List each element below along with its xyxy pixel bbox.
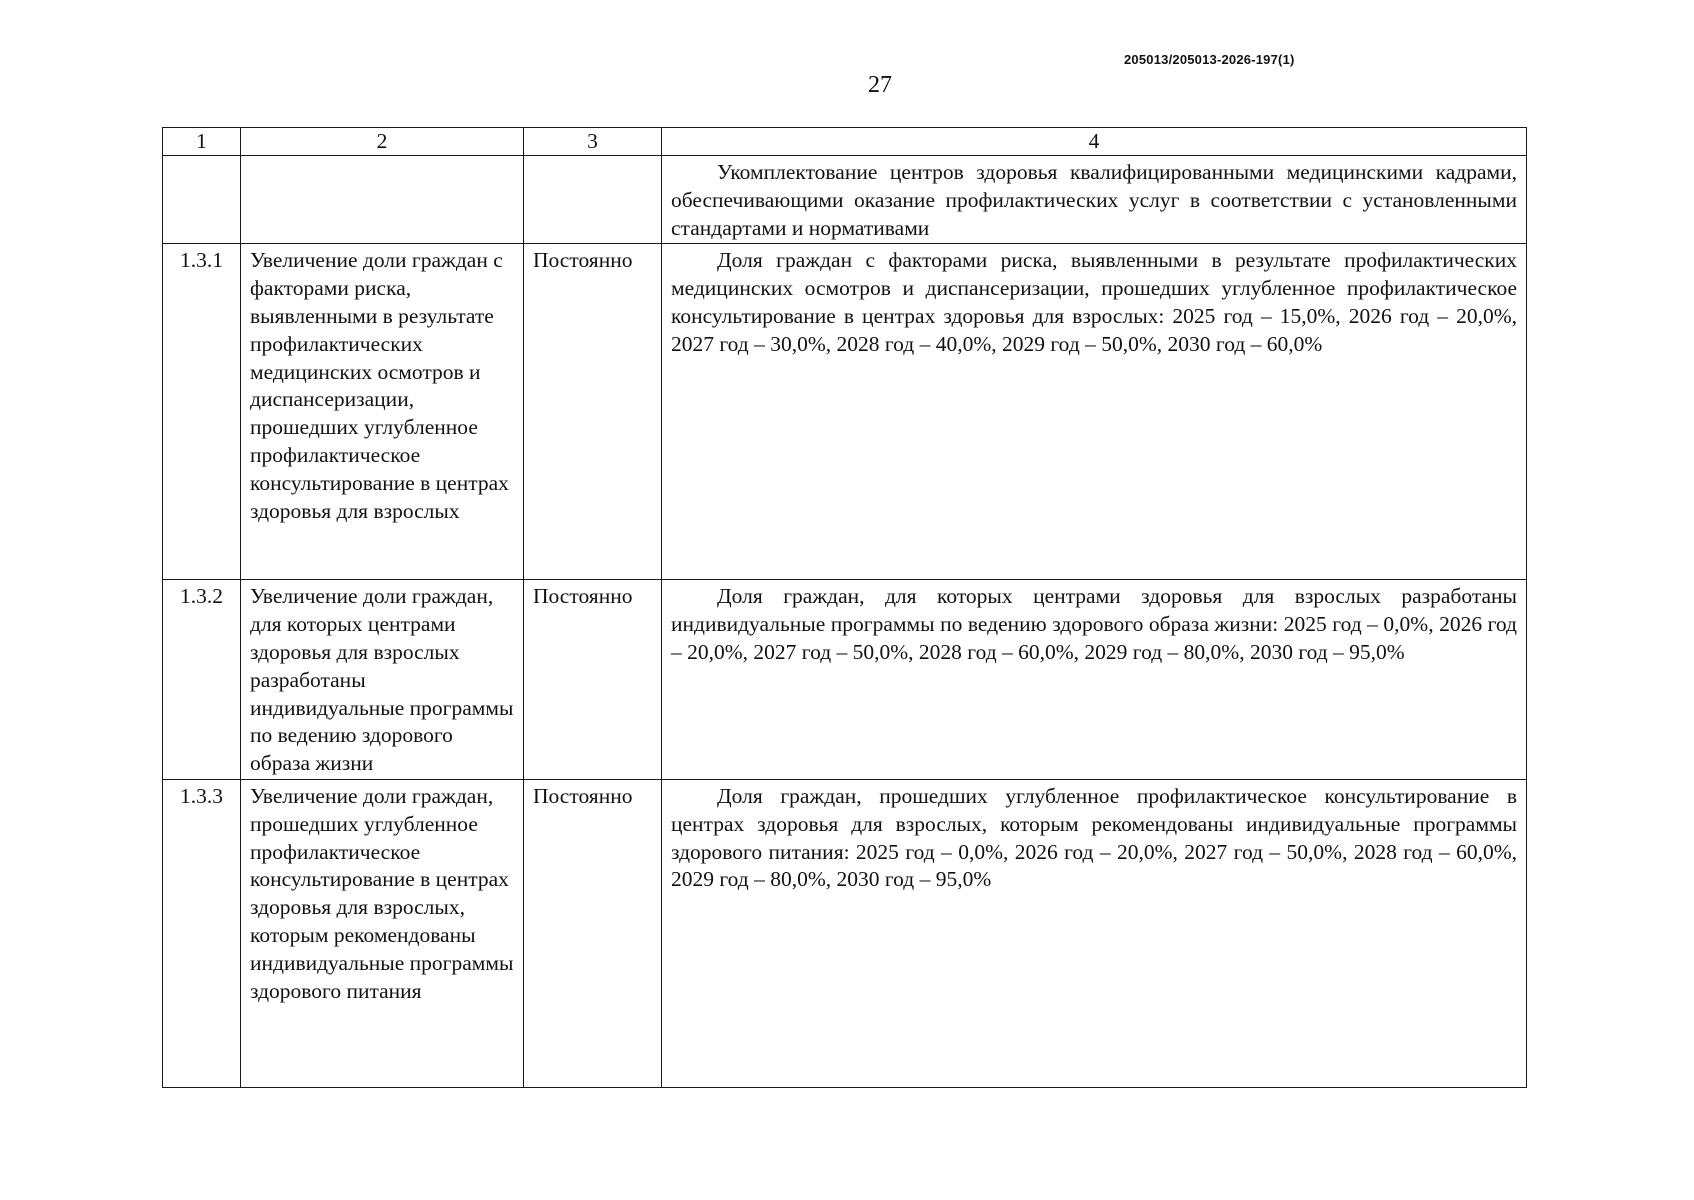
measure-indicator: Доля граждан, для которых центрами здоровья для взрослых разработаны индивидуальные программы по ведению здорового образа жизни: 2025 год – 0,0%, 2026 год – 20,0%, 2027 год – 50,0%, 2028 год – 60,0%, 2029 год – 80,0%, 2030 год – 95,0% xyxy=(662,580,1527,780)
table-row xyxy=(163,580,1527,780)
column-number-3: 3 xyxy=(524,128,662,156)
measure-term: Постоянно xyxy=(524,779,662,1087)
table-row xyxy=(163,244,1527,580)
measure-indicator: Доля граждан, прошедших углубленное профилактическое консультирование в центрах здоровья для взрослых, которым рекомендованы индивидуальные программы здорового питания: 2025 год – 0,0%, 2026 год – 20,0%, 2027 год – 50,0%, 2028 год – 60,0%, 2029 год – 80,0%, 2030 год – 95,0% xyxy=(662,779,1527,1087)
measure-term xyxy=(524,156,662,244)
item-number: 1.3.2 xyxy=(163,580,241,780)
page-number: 27 xyxy=(868,72,892,98)
column-number-2: 2 xyxy=(241,128,524,156)
measures-table xyxy=(162,127,1527,1088)
table-row xyxy=(163,156,1527,244)
measure-indicator: Доля граждан с факторами риска, выявленными в результате профилактических медицинских осмотров и диспансеризации, прошедших углубленное профилактическое консультирование в центрах здоровья для взрослых: 2025 год – 15,0%, 2026 год – 20,0%, 2027 год – 30,0%, 2028 год – 40,0%, 2029 год – 50,0%, 2030 год – 60,0% xyxy=(662,244,1527,580)
item-number: 1.3.1 xyxy=(163,244,241,580)
measure-indicator: Укомплектование центров здоровья квалифицированными медицинскими кадрами, обеспечивающими оказание профилактических услуг в соответствии с установленными стандартами и нормативами xyxy=(662,156,1527,244)
document-id: 205013/205013-2026-197(1) xyxy=(1124,52,1295,67)
column-number-4: 4 xyxy=(662,128,1527,156)
measure-name: Увеличение доли граждан, прошедших углубленное профилактическое консультирование в центрах здоровья для взрослых, которым рекомендованы индивидуальные программы здорового питания xyxy=(241,779,524,1087)
measure-name: Увеличение доли граждан с факторами риска, выявленными в результате профилактических медицинских осмотров и диспансеризации, прошедших углубленное профилактическое консультирование в центрах здоровья для взрослых xyxy=(241,244,524,580)
measure-term: Постоянно xyxy=(524,580,662,780)
measure-term: Постоянно xyxy=(524,244,662,580)
item-number xyxy=(163,156,241,244)
measure-name: Увеличение доли граждан, для которых центрами здоровья для взрослых разработаны индивидуальные программы по ведению здорового образа жизни xyxy=(241,580,524,780)
table-row xyxy=(163,779,1527,1087)
column-number-1: 1 xyxy=(163,128,241,156)
measure-name xyxy=(241,156,524,244)
column-number-row xyxy=(163,128,1527,156)
item-number: 1.3.3 xyxy=(163,779,241,1087)
